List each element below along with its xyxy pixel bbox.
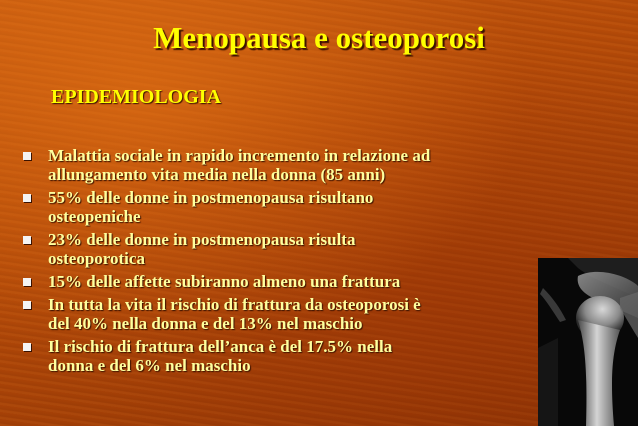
square-bullet-icon — [23, 194, 31, 202]
bullet-list — [20, 146, 560, 379]
xray-graphic — [538, 258, 638, 426]
bullet-text-line: Malattia sociale in rapido incremento in relazione ad — [48, 146, 431, 165]
bullet-text-line: osteopeniche — [48, 207, 141, 226]
list-item — [20, 272, 560, 291]
bullet-text-line: 15% delle affette subiranno almeno una frattura — [48, 272, 401, 291]
bullet-text-line: osteoporotica — [48, 249, 145, 268]
square-bullet-icon — [23, 236, 31, 244]
bullet-text-line: Il rischio di frattura dell’anca è del 17.5% nella — [48, 337, 393, 356]
bullet-text-line: del 40% nella donna e del 13% nel maschio — [48, 314, 363, 333]
list-item — [20, 230, 560, 268]
bullet-text-line: allungamento vita media nella donna (85 anni) — [48, 165, 386, 184]
bullet-text-line: In tutta la vita il rischio di frattura da osteoporosi è — [48, 295, 421, 314]
list-item — [20, 188, 560, 226]
bullet-text-line: 23% delle donne in postmenopausa risulta — [48, 230, 356, 249]
list-item — [20, 295, 560, 333]
bullet-text-line: donna e del 6% nel maschio — [48, 356, 251, 375]
square-bullet-icon — [23, 278, 31, 286]
section-heading: EPIDEMIOLOGIA — [51, 86, 222, 108]
slide-title: Menopausa e osteoporosi — [153, 20, 485, 55]
shoulder-xray-image — [538, 258, 638, 426]
square-bullet-icon — [23, 343, 31, 351]
list-item — [20, 337, 560, 375]
list-item — [20, 146, 560, 184]
bullet-text-line: 55% delle donne in postmenopausa risultano — [48, 188, 374, 207]
square-bullet-icon — [23, 301, 31, 309]
square-bullet-icon — [23, 152, 31, 160]
